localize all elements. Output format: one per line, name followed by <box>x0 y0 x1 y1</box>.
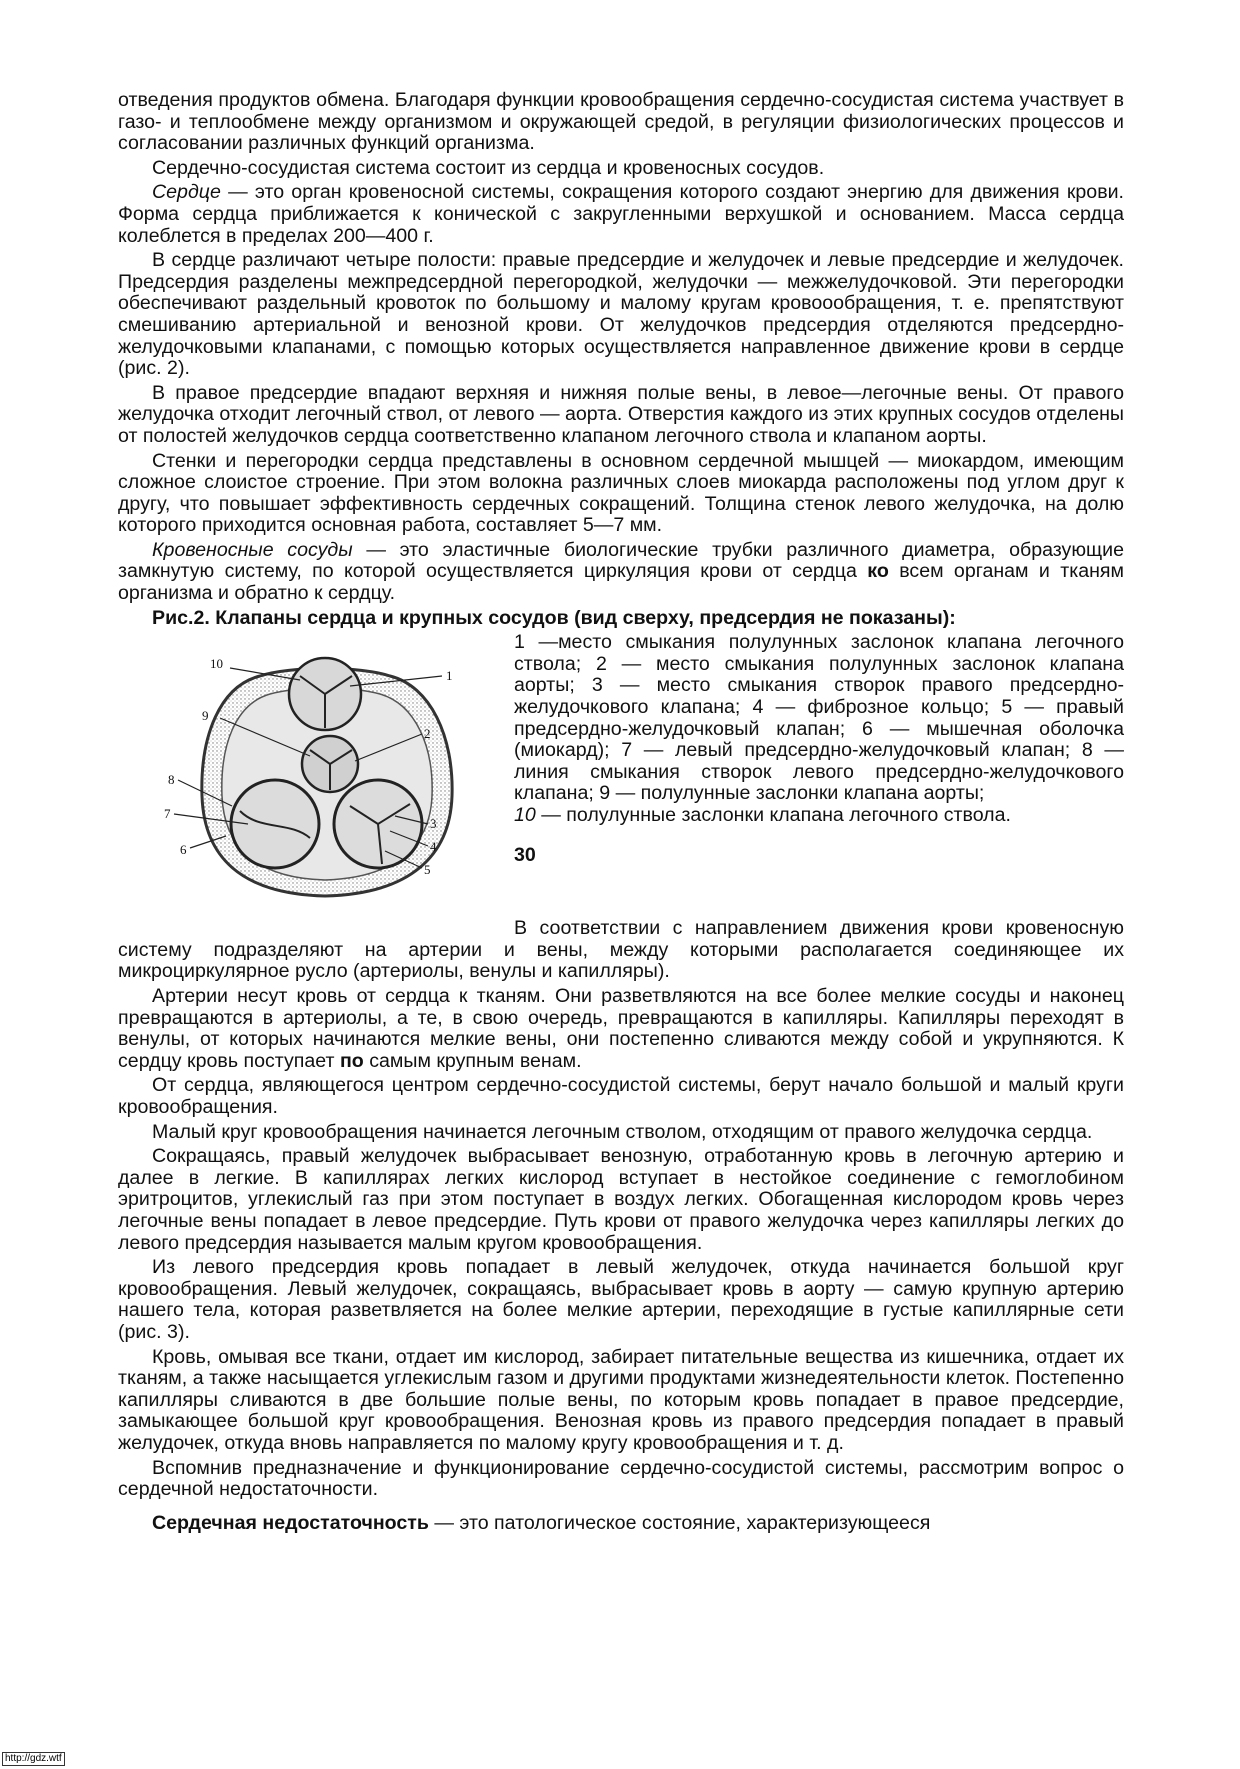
paragraph-arteries <box>118 986 1124 1072</box>
term-vessels: Кровеносные сосуды <box>152 538 353 561</box>
legend-item-10 <box>514 805 1124 827</box>
paragraph-classification <box>118 918 1124 983</box>
paragraph-recall: Вспомнив предназначение и функционирование сердечно-сосудистой системы, рассмотрим вопрос о сердечной недостаточности. <box>118 1456 1124 1501</box>
footer-url[interactable]: http://gdz.wtf <box>2 1752 65 1766</box>
figure-block <box>118 632 1124 918</box>
figure-label-4: 4 <box>430 839 437 855</box>
figure-label-6: 6 <box>180 842 187 858</box>
figure-label-2: 2 <box>424 726 431 742</box>
figure-label-9: 9 <box>202 708 209 724</box>
paragraph-classification-b: кровеносную систему подразделяют на артерии и вены, между которыми располагается соединяющее их микроциркулярное русло (артериолы, венулы и капилляры). <box>118 917 1124 983</box>
legend-10-number: 10 <box>514 804 536 826</box>
paragraph-circulation-circles: От сердца, являющегося центром сердечно-сосудистой системы, берут начало большой и малый круги кровообращения. <box>118 1074 1124 1118</box>
paragraph-intro: отведения продуктов обмена. Благодаря функции кровообращения сердечно-сосудистая система участвует в газо- и теплообмене между организмом и окружающей средой, в регуляции физиологических процессов и согласовании различных функций организма. <box>118 89 1124 155</box>
paragraph-myocardium: Стенки и перегородки сердца представлены в основном сердечной мышцей — миокардом, имеющим сложное слоистое строение. При этом волокна различных слоев миокарда расположены под углом друг к другу, что повышает эффективность сердечных сокращений. Толщина стенок левого желудочка, на долю которого приходится основная работа, составляет 5—7 мм. <box>118 449 1124 537</box>
figure-label-1: 1 <box>446 668 453 684</box>
paragraph-system: Сердечно-сосудистая система состоит из сердца и кровеносных сосудов. <box>152 156 825 179</box>
figure-label-10: 10 <box>210 656 223 672</box>
figure-legend <box>514 632 1124 866</box>
page-number: 30 <box>514 843 536 866</box>
paragraph-heart-failure-text: — это патологическое состояние, характеризующееся <box>428 1511 931 1534</box>
paragraph-small-circle: Малый круг кровообращения начинается легочным стволом, отходящим от правого желудочка сердца. <box>152 1120 1093 1143</box>
figure-label-7: 7 <box>164 806 171 822</box>
paragraph-arteries-bold: по <box>339 1049 364 1072</box>
paragraph-right-ventricle: Сокращаясь, правый желудочек выбрасывает венозную, отработанную кровь в легочную артерию и далее в легкие. В капиллярах легких кислород вступает в нестойкое соединение с гемоглобином эритроцитов, углекислый газ при этом поступает в воздух легких. Обогащенная кислородом кровь через легочные вены попадает в левое предсердие. Путь крови от правого желудочка через капилляры легких до левого предсердия называется малым кругом кровообращения. <box>118 1145 1124 1254</box>
paragraph-heart-text: — это орган кровеносной системы, сокращения которого создают энергию для движения крови. Форма сердца приближается к конической с закругленными верхушкой и основанием. Масса сердца колеблется в пределах 200—400 г. <box>118 181 1124 247</box>
paragraph-cavities: В сердце различают четыре полости: правые предсердие и желудочек и левые предсердие и желудочек. Предсердия разделены межпредсердной перегородкой, желудочки — межжелудочковой. Эти перегородки обеспечивают раздельный кровоток по большому и малому кругам кровоообращения, т. е. препятствуют смешиванию артериальной и венозной крови. От желудочков предсердия отделяются предсердно-желудочковыми клапанами, с помощью которых осуществляется направленное движение крови в сердце (рис. 2). <box>118 249 1124 380</box>
paragraph-veins: В правое предсердие впадают верхняя и нижняя полые вены, в левое—легочные вены. От правого желудочка отходит легочный ствол, от левого — аорта. Отверстия каждого из этих крупных сосудов отделены от полостей желудочков сердца соответственно клапаном легочного ствола и клапаном аорты. <box>118 381 1124 447</box>
paragraph-vessels <box>118 540 1124 605</box>
heart-valves-figure <box>160 646 490 912</box>
paragraph-vessels-text-b: всем органам и тканям организма и обратно к сердцу. <box>118 560 1124 605</box>
figure-caption: Рис.2. Клапаны сердца и крупных сосудов (вид сверху, предсердия не показаны): <box>152 606 956 629</box>
paragraph-arteries-a: Артерии несут кровь от сердца к тканям. Они разветвляются на все более мелкие сосуды и наконец превращаются в артериолы, а те, в свою очередь, превращаются в капилляры. Капилляры переходят в венулы, от которых начинаются мелкие вены, они постепенно сливаются между собой и укрупняются. К сердцу кровь поступает <box>118 985 1124 1072</box>
term-heart: Сердце <box>152 181 221 204</box>
paragraph-blood-tissues: Кровь, омывая все ткани, отдает им кислород, забирает питательные вещества из кишечника, отдает их тканям, а также насыщается углекислым газом и другими продуктами жизнедеятельности клеток. Постепенно капилляры сливаются в две большие полые вены, по которым кровь попадает в правое предсердие, замыкающее большой круг кровообращения. Венозная кровь из правого предсердия попадает в правый желудочек, откуда вновь направляется по малому кругу кровообращения и т. д. <box>118 1345 1124 1454</box>
legend-10-text: — полулунные заслонки клапана легочного ствола. <box>535 804 1011 826</box>
paragraph-heart <box>118 182 1124 247</box>
legend-main: 1 —место смыкания полулунных заслонок клапана легочного ствола; 2 — место смыкания полулунных заслонок клапана аорты; 3 — место смыкания створок правого предсердно-желудочкового клапана; 4 — фиброзное кольцо; 5 — правый предсердно-желудочковый клапан; 6 — мышечная оболочка (миокард); 7 — левый предсердно-желудочковый клапан; 8 — линия смыкания створок левого предсердно-желудочкового клапана; 9 — полулунные заслонки клапана аорты; <box>514 631 1124 805</box>
paragraph-vessels-text-a: — это эластичные биологические трубки различного диаметра, образующие замкнутую систему, по которой осуществляется циркуляция крови от сердца <box>118 538 1124 583</box>
paragraph-heart-failure <box>118 1513 1124 1535</box>
paragraph-arteries-b: самым крупным венам. <box>363 1049 582 1072</box>
paragraph-vessels-bold: ко <box>867 560 889 583</box>
paragraph-classification-a: В соответствии с направлением движения крови <box>514 917 1006 940</box>
figure-label-5: 5 <box>424 862 431 878</box>
paragraph-big-circle: Из левого предсердия кровь попадает в левый желудочек, откуда начинается большой круг кровообращения. Левый желудочек, сокращаясь, выбрасывает кровь в аорту — самую крупную артерию нашего тела, которая разветвляется на более мелкие артерии, переходящие в густые капиллярные сети (рис. 3). <box>118 1256 1124 1343</box>
document-page <box>118 90 1124 1537</box>
figure-label-3: 3 <box>430 816 437 832</box>
figure-label-8: 8 <box>168 772 175 788</box>
term-heart-failure: Сердечная недостаточность <box>152 1511 429 1534</box>
